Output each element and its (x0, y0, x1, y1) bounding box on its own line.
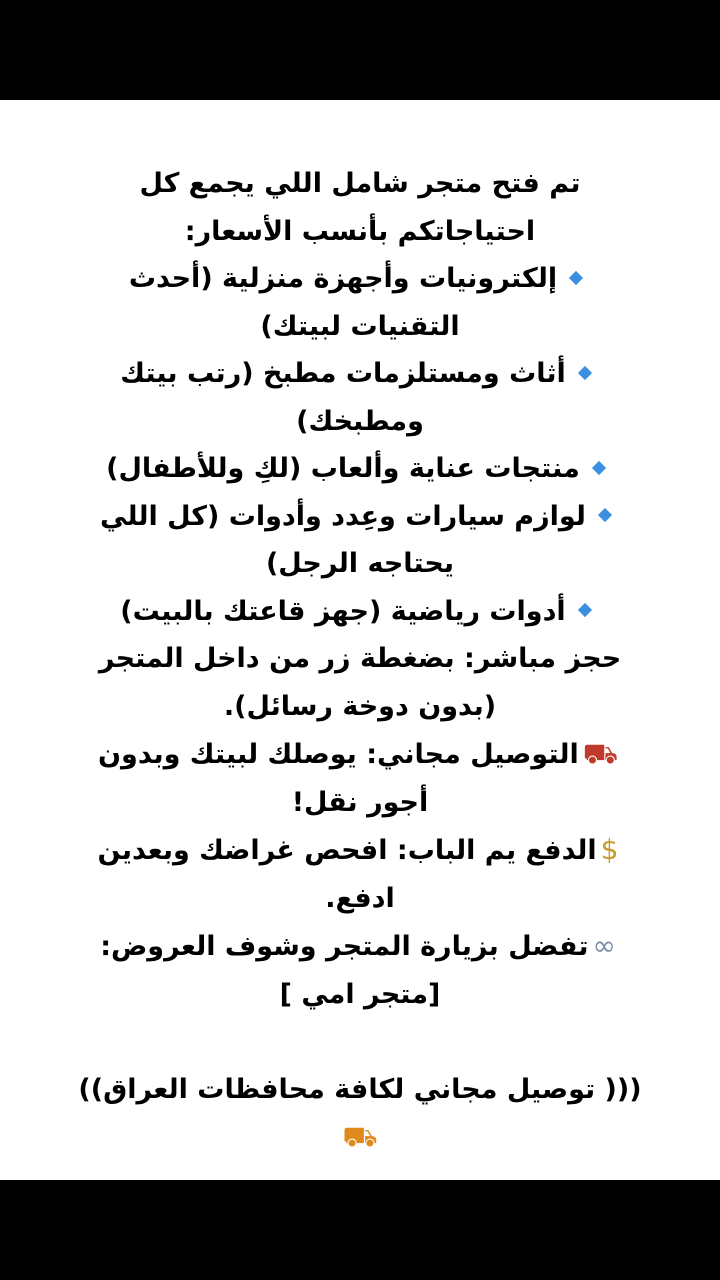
bullet-text: منتجات عناية وألعاب (لكِ وللأطفال) (106, 453, 580, 484)
blue-diamond-icon (569, 270, 583, 284)
delivery-line (70, 730, 650, 826)
post-content (0, 100, 720, 1180)
money-bag-icon: $ (600, 833, 619, 866)
footer-text: ((( توصيل مجاني لكافة محافظات العراق)) (78, 1073, 642, 1105)
bottom-black-bar (0, 1180, 720, 1280)
delivery-truck-icon: ⛟ (342, 1120, 378, 1153)
bullet-item-car-tools (70, 493, 650, 588)
footer-line (70, 1066, 650, 1162)
blue-diamond-icon (578, 603, 592, 617)
bullet-item-furniture (70, 350, 650, 445)
store-link[interactable]: [متجر امي ] (279, 978, 441, 1010)
blue-diamond-icon (592, 460, 606, 474)
intro-text: تم فتح متجر شامل اللي يجمع كل احتياجاتكم بأنسب الأسعار: (139, 168, 581, 247)
link-icon: ∞ (592, 929, 616, 962)
bullet-text: لوازم سيارات وعِدد وأدوات (كل اللي يحتاجه الرجل) (100, 500, 586, 579)
bullet-text: أثاث ومستلزمات مطبخ (رتب بيتك ومطبخك) (120, 358, 566, 437)
visit-text: تفضل بزيارة المتجر وشوف العروض: (100, 931, 589, 962)
post-text (70, 160, 650, 1162)
bullet-text: إلكترونيات وأجهزة منزلية (أحدث التقنيات لبيتك) (128, 263, 558, 342)
bullet-text: أدوات رياضية (جهز قاعتك بالبيت) (120, 595, 566, 627)
bullet-item-sports (70, 588, 650, 636)
delivery-text: التوصيل مجاني: يوصلك لبيتك وبدون أجور نقل! (98, 739, 579, 818)
booking-text: حجز مباشر: بضغطة زر من داخل المتجر (بدون دوخة رسائل). (98, 643, 622, 722)
truck-icon: ⛟ (582, 737, 618, 770)
bullet-item-electronics (70, 255, 650, 350)
payment-text: الدفع يم الباب: افحص غراضك وبعدين ادفع. (97, 835, 597, 914)
blank-line (70, 1018, 650, 1066)
blue-diamond-icon (598, 508, 612, 522)
blue-diamond-icon (578, 365, 592, 379)
top-black-bar (0, 0, 720, 100)
payment-line (70, 826, 650, 922)
bullet-item-care-toys (70, 445, 650, 493)
visit-line (70, 922, 650, 971)
